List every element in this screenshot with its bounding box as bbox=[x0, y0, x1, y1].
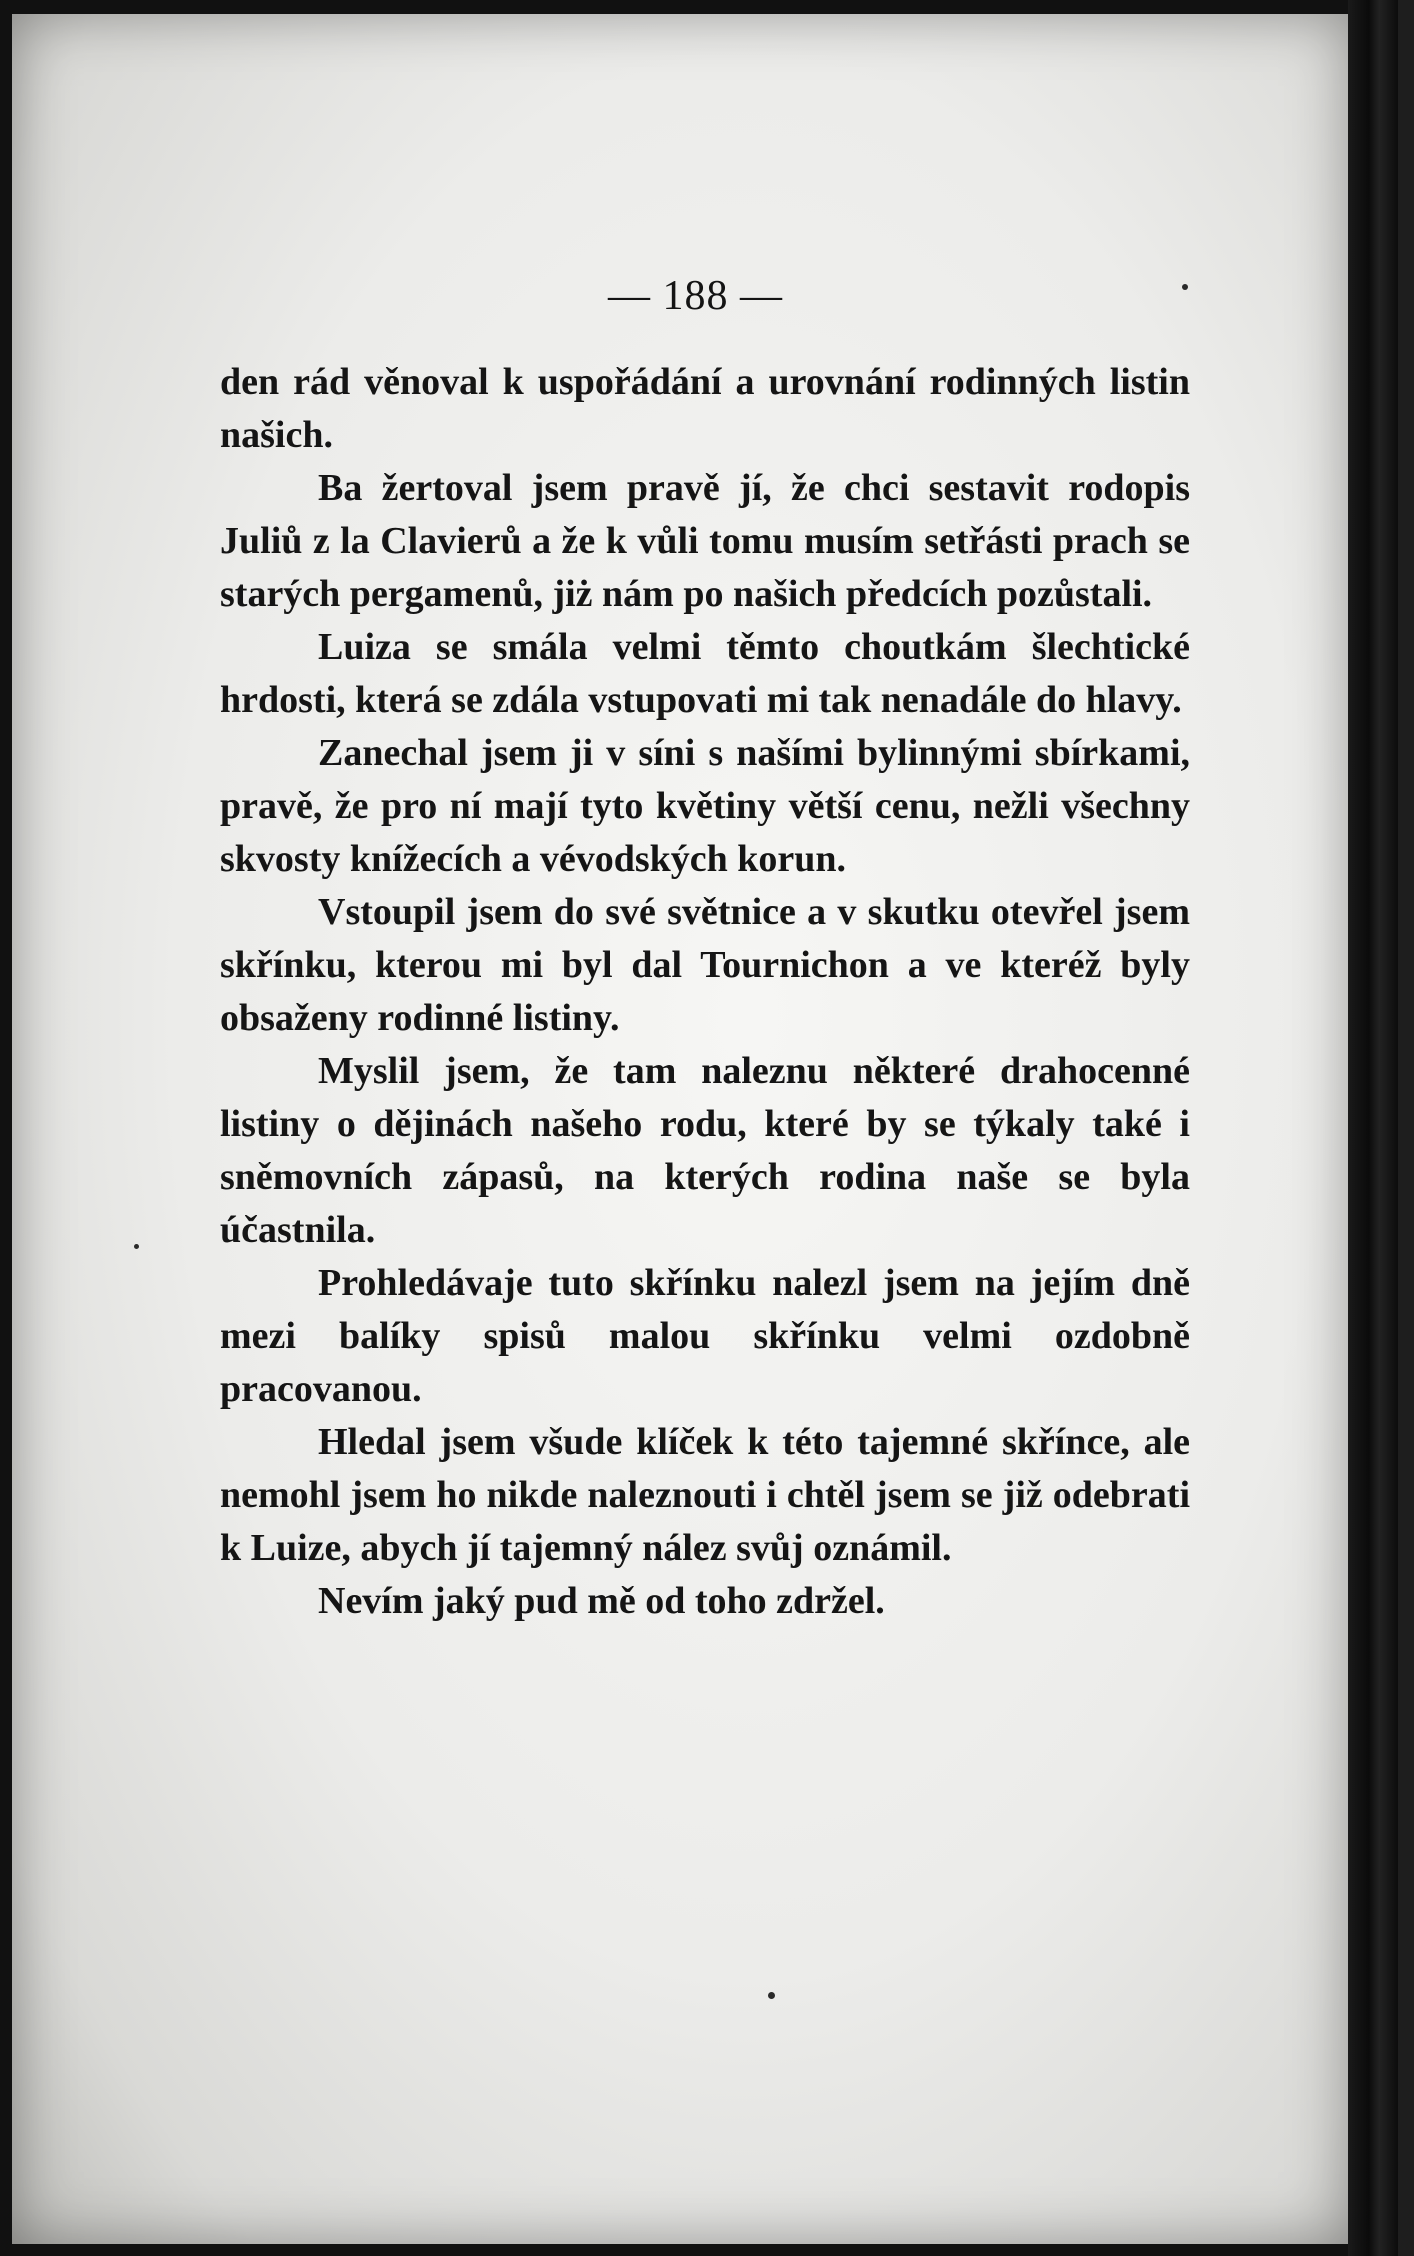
paragraph: Zanechal jsem ji v síni s našími bylinnými sbírkami, pravě, že pro ní mají tyto květiny větší cenu, nežli všechny skvosty knížecích a vévodských korun. bbox=[220, 732, 1190, 880]
ink-speck bbox=[134, 1244, 139, 1249]
scan-border bbox=[1398, 0, 1414, 2256]
paragraph: Luiza se smála velmi těmto choutkám šlechtické hrdosti, která se zdála vstupovati mi tak nenadále do hlavy. bbox=[220, 626, 1190, 721]
book-page bbox=[12, 14, 1350, 2244]
paragraph: Prohledávaje tuto skřínku nalezl jsem na jejím dně mezi balíky spisů malou skřínku velmi ozdobně pracovanou. bbox=[220, 1262, 1190, 1410]
ink-speck bbox=[768, 1992, 775, 1999]
paragraph: Hledal jsem všude klíček k této tajemné skřínce, ale nemohl jsem ho nikde naleznouti i chtěl jsem se již odebrati k Luize, abych jí tajemný nález svůj oznámil. bbox=[220, 1421, 1190, 1569]
paragraph: Ba žertoval jsem pravě jí, že chci sestavit rodopis Juliů z la Clavierů a že k vůli tomu musím setřásti prach se starých pergamenů, jiż nám po našich předcích pozůstali. bbox=[220, 467, 1190, 615]
page-text bbox=[220, 356, 1190, 1628]
paragraph: Vstoupil jsem do své světnice a v skutku otevřel jsem skřínku, kterou mi byl dal Tournichon a ve kteréž byly obsaženy rodinné listiny. bbox=[220, 891, 1190, 1039]
paragraph: Nevím jaký pud mě od toho zdržel. bbox=[318, 1580, 885, 1622]
page-edge bbox=[1348, 0, 1400, 2256]
paragraph: den rád věnoval k uspořádání a urovnání rodinných listin našich. bbox=[220, 361, 1190, 456]
page-number: — 188 — bbox=[608, 273, 783, 319]
ink-speck bbox=[1182, 284, 1188, 290]
paragraph: Myslil jsem, že tam naleznu některé drahocenné listiny o dějinách našeho rodu, které by se týkaly také i sněmovních zápasů, na kterých rodina naše se byla účastnila. bbox=[220, 1050, 1190, 1251]
